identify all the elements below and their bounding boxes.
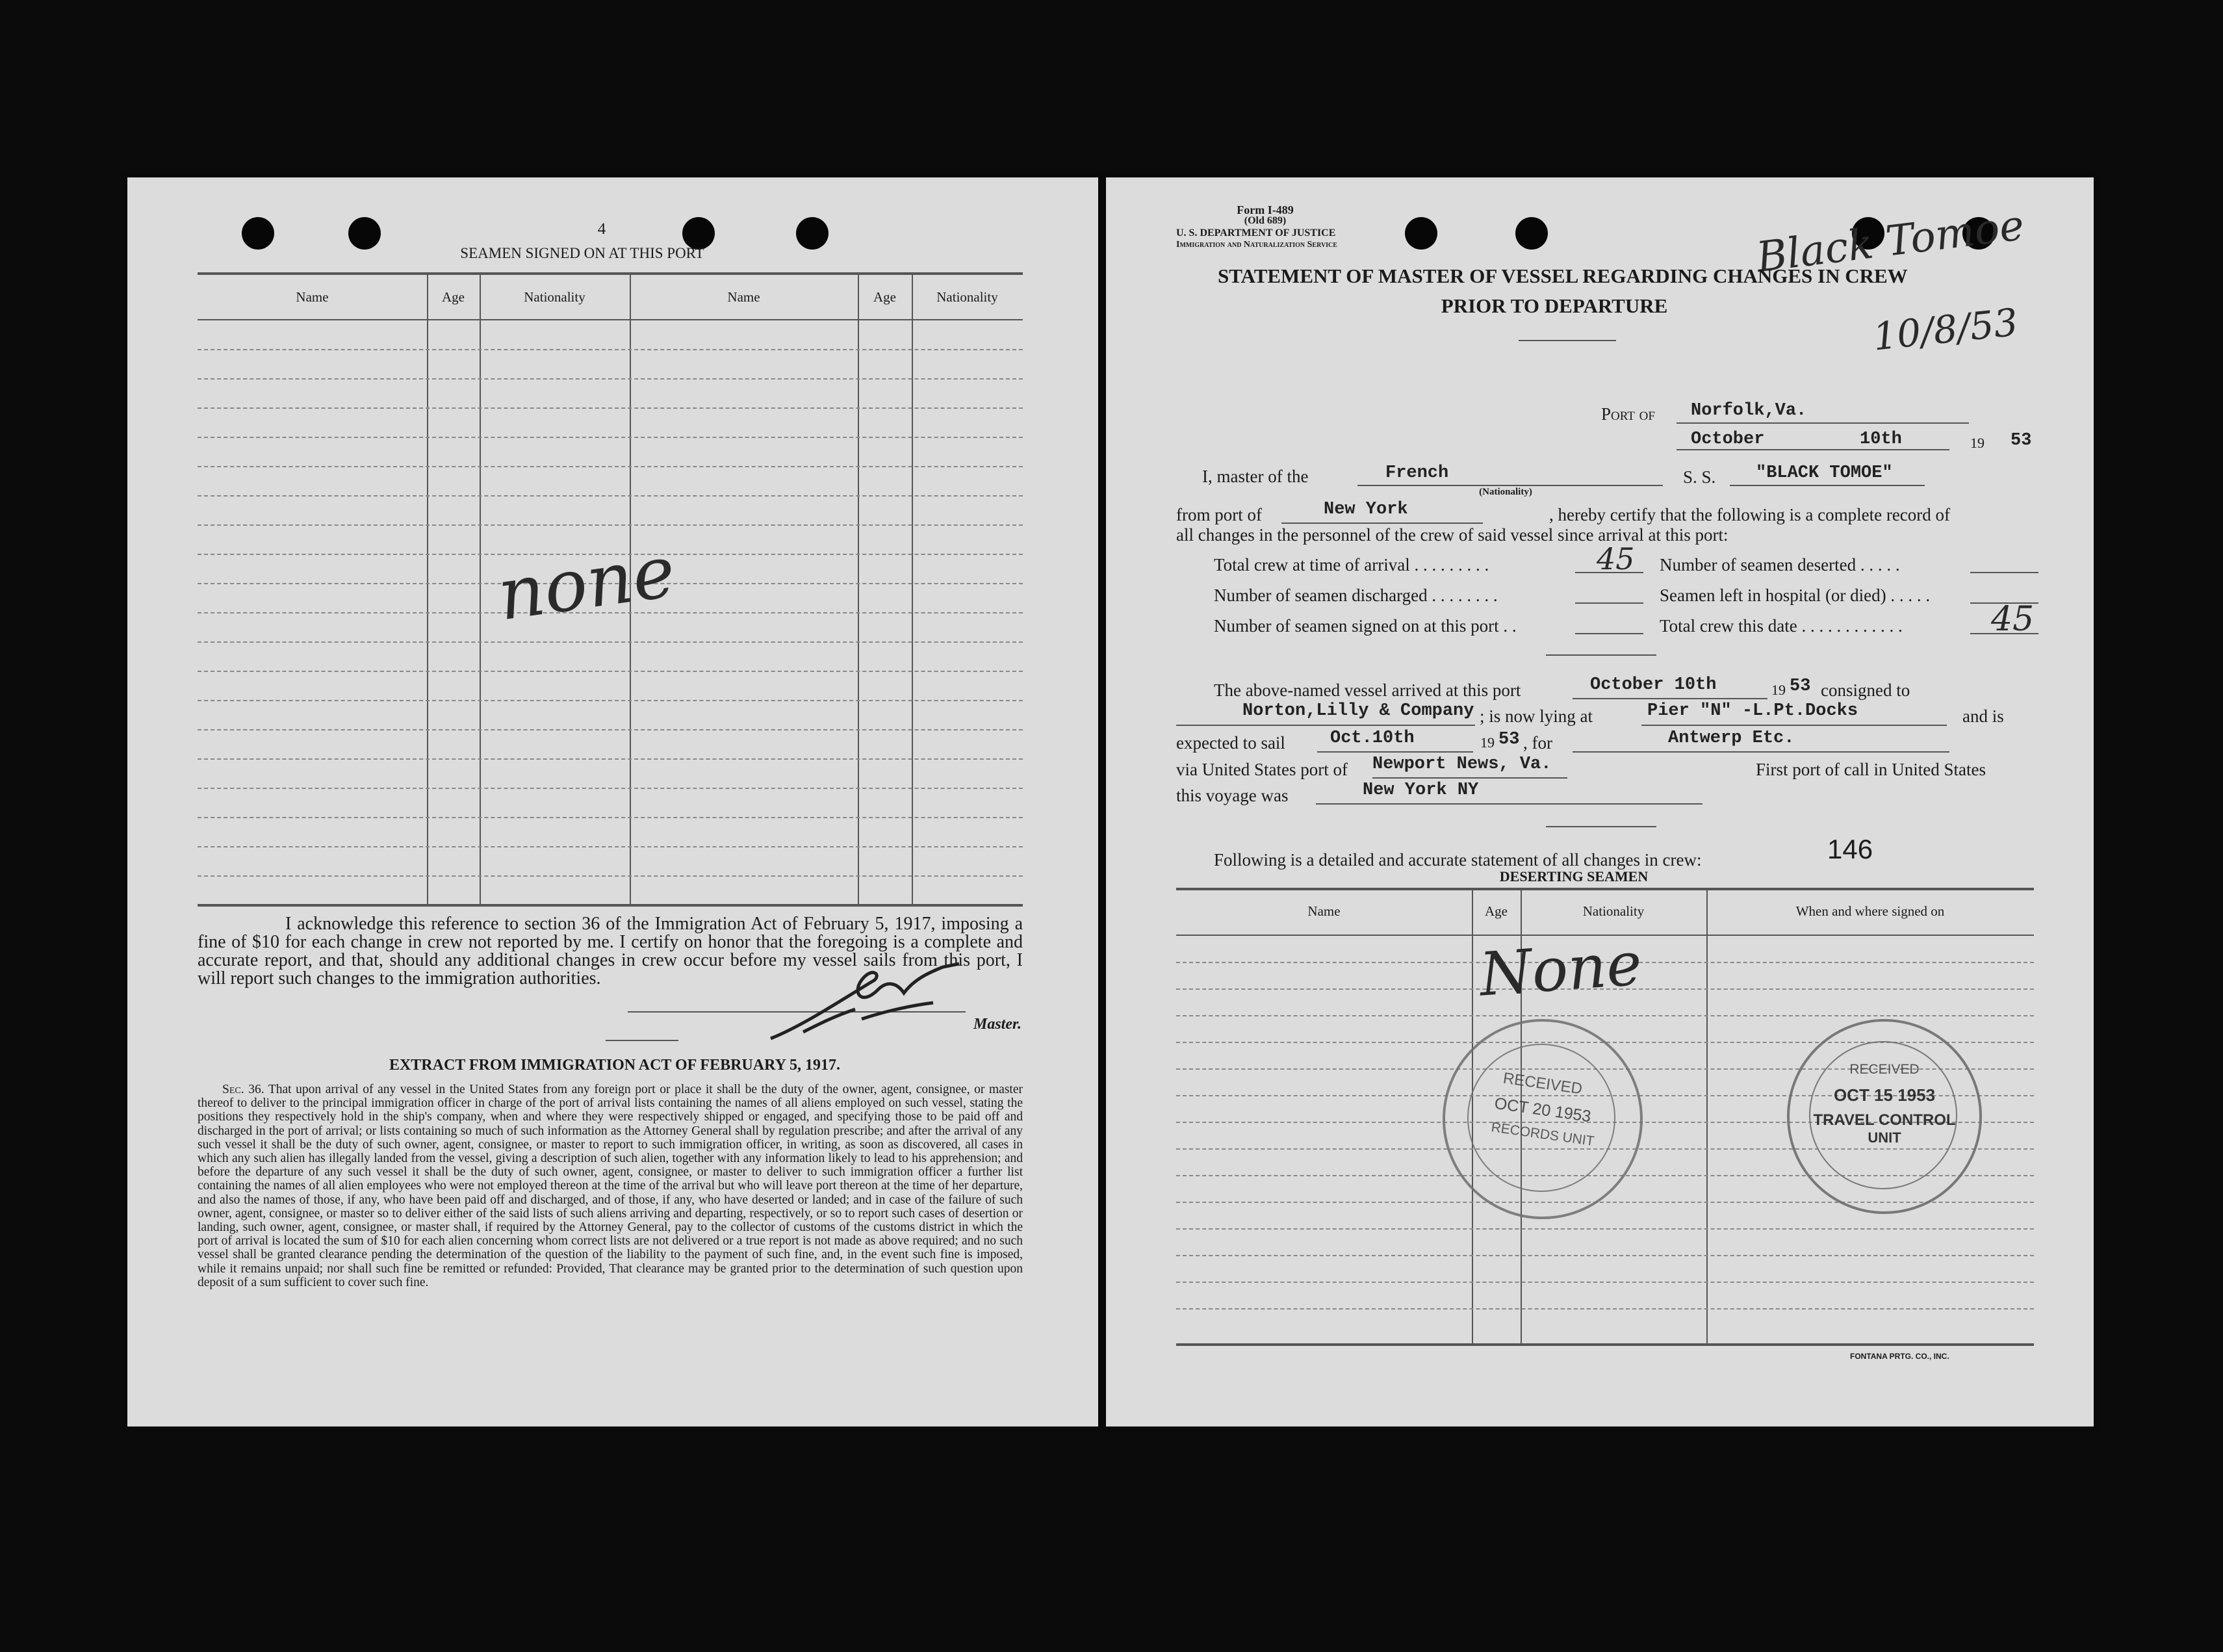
stamp-received: RECEIVED — [1849, 1062, 1920, 1077]
records-unit-stamp — [1443, 1019, 1643, 1219]
count-line — [1575, 602, 1643, 604]
column-divider — [1706, 890, 1708, 1343]
seamen-deserted-label: Number of seamen deserted . . . . . — [1660, 555, 1900, 574]
right-page — [1106, 177, 2094, 1426]
stamp-unit: RECORDS UNIT — [1490, 1119, 1595, 1150]
master-signature — [764, 954, 972, 1052]
arrived-label: The above-named vessel arrived at this port — [1214, 680, 1521, 700]
punch-hole — [796, 217, 829, 250]
first-port-value: New York NY — [1363, 781, 1479, 800]
seamen-signed-on-label: Number of seamen signed on at this port . . — [1214, 616, 1517, 636]
expected-year: 19 — [1480, 734, 1495, 751]
destination-line — [1573, 751, 1949, 753]
travel-control-stamp — [1787, 1019, 1982, 1214]
table-top-rule — [198, 272, 1023, 275]
table-row — [198, 875, 1023, 877]
this-voyage-label: this voyage was — [1176, 786, 1289, 805]
year-prefix: 19 — [1970, 435, 1985, 451]
left-page — [127, 177, 1098, 1426]
column-header: Name — [1307, 903, 1341, 919]
column-header: Nationality — [1582, 903, 1645, 919]
table-row — [198, 495, 1023, 497]
via-label: via United States port of — [1176, 760, 1348, 779]
section-prefix: Sec. 36. — [222, 1083, 264, 1096]
port-label: Port of — [1601, 404, 1655, 424]
table-row — [198, 729, 1023, 730]
handwritten-date: 10/8/53 — [1871, 300, 2020, 359]
ship-name: "BLACK TOMOE" — [1756, 463, 1893, 483]
ss-label: S. S. — [1683, 467, 1716, 487]
table-row — [198, 817, 1023, 818]
table-row — [1176, 1228, 2034, 1230]
year-prefix: 19 — [1771, 682, 1786, 698]
handwritten-none: None — [1477, 929, 1645, 1010]
seamen-discharged-label: Number of seamen discharged . . . . . . . . — [1214, 586, 1498, 605]
column-header: When and where signed on — [1795, 903, 1945, 919]
acknowledgement-text: I acknowledge this reference to section 36 of the Immigration Act of February 5, 1917, imposing a fine of $10 for each change in crew not reported by me. I certify on honor that the foregoing is a complete and accurate report, and that, should any additional changes in crew occur before my vessel sails from this port, I will report such changes to the immigration authorities. — [198, 914, 1023, 988]
nationality-value: French — [1385, 463, 1449, 483]
stamp-inner-ring — [1467, 1044, 1615, 1192]
column-divider — [427, 275, 428, 904]
table-row — [198, 378, 1023, 380]
table-header-rule — [198, 319, 1023, 320]
table-top-rule — [1176, 888, 2034, 890]
count-line — [1575, 633, 1643, 634]
destination-value: Antwerp Etc. — [1668, 729, 1795, 748]
stamp-inner-ring — [1809, 1041, 1957, 1189]
printer-imprint: FONTANA PRTG. CO., INC. — [1850, 1352, 1949, 1361]
punch-hole — [242, 217, 274, 250]
date-line — [1677, 449, 1949, 450]
form-old: (Old 689) — [1244, 215, 1287, 226]
form-title-line2: PRIOR TO DEPARTURE — [1441, 294, 1668, 317]
stamp-unit-line1: TRAVEL CONTROL — [1813, 1111, 1956, 1129]
table-row — [198, 671, 1023, 672]
form-number: Form I-489 — [1237, 203, 1294, 216]
port-line — [1677, 422, 1969, 424]
department-label: U. S. DEPARTMENT OF JUSTICE — [1176, 227, 1336, 239]
arrived-year — [1771, 682, 1786, 699]
seamen-hospital-label: Seamen left in hospital (or died) . . . . . — [1660, 586, 1931, 605]
lying-label: ; is now lying at — [1480, 706, 1593, 726]
service-label: Immigration and Naturalization Service — [1176, 240, 1337, 250]
lying-line — [1641, 725, 1947, 726]
column-header: Age — [1485, 903, 1508, 919]
total-crew-arrival-value: 45 — [1597, 541, 1635, 576]
section-rule — [1546, 654, 1656, 656]
consigned-label: consigned to — [1821, 680, 1910, 700]
expected-value: Oct.10th — [1330, 729, 1415, 748]
expected-line — [1317, 751, 1473, 753]
extract-text — [198, 1083, 1023, 1289]
table-row — [198, 407, 1023, 409]
column-divider — [912, 275, 913, 904]
stamp-number: 146 — [1827, 834, 1873, 864]
column-header: Nationality — [524, 289, 585, 305]
section-title: SEAMEN SIGNED ON AT THIS PORT — [460, 245, 704, 261]
expected-year-value: 53 — [1498, 730, 1520, 749]
punch-hole — [1515, 217, 1548, 250]
section-rule — [1546, 826, 1656, 827]
table-row — [198, 846, 1023, 847]
lying-value: Pier "N" -L.Pt.Docks — [1647, 701, 1858, 721]
date-month: October — [1691, 430, 1765, 449]
stamp-received: RECEIVED — [1502, 1069, 1584, 1098]
table-bottom-rule — [198, 904, 1023, 907]
consignee-value: Norton,Lilly & Company — [1242, 701, 1474, 721]
nationality-line — [1357, 485, 1663, 486]
expected-label: expected to sail — [1176, 733, 1285, 753]
via-line — [1372, 777, 1567, 779]
column-header: Nationality — [936, 289, 998, 305]
consignee-line — [1176, 725, 1475, 726]
table-row — [198, 466, 1023, 467]
table-row — [1176, 1282, 2034, 1283]
stamp-unit-line2: UNIT — [1868, 1129, 1901, 1146]
column-header: Age — [442, 289, 465, 305]
certify-text: , hereby certify that the following is a complete record of — [1549, 505, 1951, 524]
table-row — [198, 700, 1023, 701]
column-divider — [858, 275, 859, 904]
handwritten-none: none — [493, 529, 680, 637]
certify-line2: all changes in the personnel of the crew of said vessel since arrival at this port: — [1176, 525, 1728, 545]
arrived-year-value: 53 — [1790, 677, 1811, 696]
form-title-line1: STATEMENT OF MASTER OF VESSEL REGARDING CHANGES IN CREW — [1218, 265, 1908, 287]
from-port-value: New York — [1324, 500, 1408, 519]
table-row — [198, 437, 1023, 438]
master-of-label: I, master of the — [1202, 467, 1309, 486]
table-row — [198, 758, 1023, 760]
column-divider — [480, 275, 481, 904]
date-day: 10th — [1860, 430, 1902, 449]
total-crew-date-label: Total crew this date . . . . . . . . . . . . — [1660, 616, 1903, 636]
table-row — [1176, 1308, 2034, 1310]
divider-rule — [606, 1040, 678, 1041]
count-line — [1970, 572, 2038, 573]
total-crew-arrival-label: Total crew at time of arrival . . . . . . . . . — [1214, 555, 1489, 574]
arrived-value: October 10th — [1590, 675, 1717, 695]
master-label: Master. — [973, 1016, 1022, 1033]
for-label: , for — [1523, 733, 1552, 753]
nationality-caption: (Nationality) — [1479, 487, 1532, 497]
punch-hole — [1405, 217, 1437, 250]
table-bottom-rule — [1176, 1343, 2034, 1346]
first-port-line — [1316, 803, 1703, 805]
ship-name-line — [1730, 485, 1925, 486]
column-header: Name — [296, 289, 329, 305]
extract-title: EXTRACT FROM IMMIGRATION ACT OF FEBRUARY 5, 1917. — [389, 1057, 841, 1074]
via-value: Newport News, Va. — [1372, 755, 1552, 774]
from-port-line — [1281, 523, 1483, 524]
punch-hole — [348, 217, 381, 250]
handwritten-vessel-name: Black Tomoe — [1754, 201, 2027, 282]
table-row — [1176, 1015, 2034, 1016]
table-row — [198, 788, 1023, 789]
table-row — [198, 349, 1023, 350]
deserting-title: DESERTING SEAMEN — [1499, 868, 1649, 884]
from-port-label: from port of — [1176, 505, 1262, 524]
following-label: Following is a detailed and accurate statement of all changes in crew: — [1214, 850, 1702, 870]
arrived-line — [1573, 698, 1767, 699]
year-value: 53 — [2011, 431, 2032, 450]
extract-body: That upon arrival of any vessel in the United States from any foreign port or place it shall be the duty of the owner, agent, consignee, or master thereof to deliver to the principal immigration officer in charge of the port of arrival lists containing the names of all aliens employed on such vessel, stating the positions they respectively hold in the ship's company, when and where they were respectively shipped or engaged, and specifying those to be paid off and discharged in the port of arrival; or lists containing so much of such information as the Attorney General shall by regulation prescribe; and after the arrival of any such vessel it shall be the duty of such owner, agent, consignee, or master to report to such immigration officer, in writing, as soon as discovered, all cases in which any such alien has illegally landed from the vessel, giving a description of such alien, together with any information likely to lead to his apprehension; and before the departure of any such vessel it shall be the duty of such owner, agent, consignee, or master to deliver to such immigration officer a further list containing the names of all alien employees who were not employed thereon at the time of the arrival but who will leave port thereon at the time of her departure, and also the names of those, if any, who have been paid off and discharged, and of those, if any, who have deserted or landed; and in case of the failure of such owner, agent, consignee, or master so to deliver either of the said lists of such aliens arriving and departing, respectively, or so to report such cases of desertion or landing, such owner, agent, consignee, or master shall, if required by the Attorney General, pay to the collector of customs of the customs district in which the port of arrival is located the sum of $10 for each alien concerning whom correct lists are not delivered or a true report is not made as above required; and no such vessel shall be granted clearance pending the determination of the question of the liability to the payment of such fine, and, in the event such fine is imposed, while it remains unpaid; nor shall such fine be remitted or refunded: Provided, That clearance may be granted prior to the determination of such question upon deposit of a sum sufficient to cover such fine. — [198, 1083, 1023, 1289]
table-row — [198, 641, 1023, 643]
table-row — [198, 524, 1023, 526]
page-number: 4 — [597, 220, 606, 238]
title-rule — [1519, 340, 1616, 341]
first-port-label: First port of call in United States — [1756, 760, 1986, 779]
column-header: Age — [873, 289, 896, 305]
and-is-label: and is — [1962, 706, 2004, 726]
column-header: Name — [727, 289, 760, 305]
port-value: Norfolk,Va. — [1691, 401, 1807, 420]
total-crew-date-value: 45 — [1991, 600, 2035, 639]
stamp-date: OCT 15 1953 — [1833, 1085, 1936, 1105]
stamp-date: OCT 20 1953 — [1493, 1094, 1593, 1126]
table-row — [1176, 1255, 2034, 1256]
